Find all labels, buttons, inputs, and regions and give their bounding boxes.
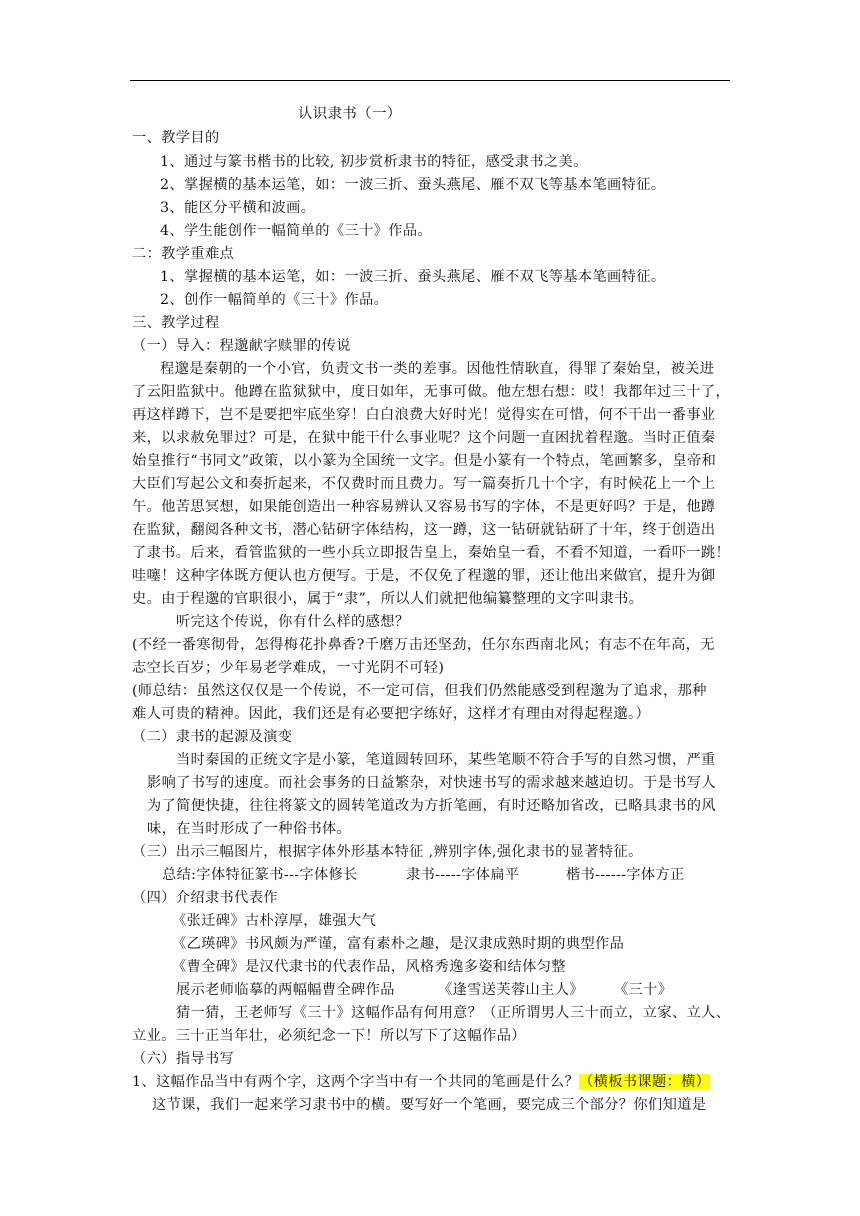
paragraph-line: 这节课，我们一起来学习隶书中的横。要写好一个笔画，要完成三个部分？你们知道是 — [152, 1097, 707, 1113]
summary-clerical: 隶书-----字体扁平 — [406, 867, 520, 883]
section-heading: 二：教学重难点 — [132, 246, 235, 262]
highlighted-note: （横板书课题：横） — [579, 1074, 711, 1090]
paragraph-line: 立业。三十正当年壮，必须纪念一下！所以写下了这幅作品） — [132, 1028, 526, 1044]
paragraph-line: 为了简便快捷，往往将篆文的圆转笔道改为方折笔画，有时还略加省改，已略具隶书的风 — [147, 798, 716, 814]
paragraph-line: 影响了书写的速度。而社会事务的日益繁杂，对快速书写的需求越来越迫切。于是书写人 — [147, 775, 716, 791]
work-title: 《逢雪送芙蓉山主人》 — [438, 982, 584, 998]
summary-seal: 总结:字体特征篆书---字体修长 — [162, 867, 358, 883]
paragraph-line: 再这样蹲下，岂不是要把牢底坐穿！白白浪费大好时光！觉得实在可惜，何不干出一番事业 — [132, 407, 716, 423]
subsection-heading: （四）介绍隶书代表作 — [132, 890, 278, 906]
question-text: 1、这幅作品当中有两个字，这两个字当中有一个共同的笔画是什么？ — [132, 1074, 580, 1090]
section-heading: 三、教学过程 — [132, 315, 220, 331]
paragraph-line: 午。他苦思冥想，如果能创造出一种容易辨认又容易书写的字体，不是更好吗？于是，他蹲 — [132, 499, 716, 515]
paragraph-line: 当时秦国的正统文字是小篆，笔道圆转回环，某些笔顺不符合手写的自然习惯，严重 — [176, 752, 716, 768]
paragraph-line: (师总结：虽然这仅仅是一个传说，不一定可信，但我们仍然能感受到程邈为了追求，那种 — [132, 683, 707, 699]
font-summary-row — [0, 865, 860, 885]
paragraph-line: 猜一猜，王老师写《三十》这幅作品有何用意？（正所谓男人三十而立，立家、立人、 — [176, 1005, 731, 1021]
list-item: 2、创作一幅简单的《三十》作品。 — [160, 292, 389, 308]
paragraph-line: 味，在当时形成了一种俗书体。 — [147, 821, 352, 837]
header-rule — [130, 80, 730, 81]
work-title: 《三十》 — [614, 982, 673, 998]
paragraph-line: (不经一番寒彻骨，怎得梅花扑鼻香?千磨万击还坚劲，任尔东西南北风；有志不在年高，无 — [132, 637, 715, 653]
list-item: 4、学生能创作一幅简单的《三十》作品。 — [160, 223, 433, 239]
list-item: 2、掌握横的基本运笔，如：一波三折、蚕头燕尾、雁不双飞等基本笔画特征。 — [160, 177, 666, 193]
paragraph-line: 史。由于程邈的官职很小，属于“隶”，所以人们就把他编纂整理的文字叫隶书。 — [132, 591, 644, 607]
list-item: 《乙瑛碑》书风颇为严谨，富有素朴之趣，是汉隶成熟时期的典型作品 — [172, 936, 625, 952]
show-works-row — [0, 980, 860, 1000]
subsection-heading: （六）指导书写 — [132, 1051, 235, 1067]
paragraph-line: 了云阳监狱中。他蹲在监狱狱中，度日如年，无事可做。他左想右想：哎！我都年过三十了， — [132, 384, 731, 400]
doc-title: 认识隶书（一） — [298, 106, 402, 122]
list-item: 《张迁碑》古朴淳厚，雄强大气 — [172, 913, 377, 929]
paragraph-line: 在监狱，翻阅各种文书，潜心钻研字体结构，这一蹲，这一钻研就钻研了十年，终于创造出 — [132, 522, 716, 538]
paragraph-line: 大臣们写起公文和奏折起来，不仅费时而且费力。写一篇奏折几十个字，有时候花上一个上 — [132, 476, 716, 492]
list-item: 1、掌握横的基本运笔，如：一波三折、蚕头燕尾、雁不双飞等基本笔画特征。 — [160, 269, 666, 285]
list-item: 1、通过与篆书楷书的比较, 初步赏析隶书的特征，感受隶书之美。 — [160, 154, 588, 170]
paragraph-line: 了隶书。后来，看管监狱的一些小兵立即报告皇上，秦始皇一看，不看不知道，一看吓一跳！ — [132, 545, 731, 561]
paragraph-line: 难人可贵的精神。因此，我们还是有必要把字练好，这样才有理由对得起程邈。） — [132, 706, 651, 722]
show-works-text: 展示老师临摹的两幅幅曹全碑作品 — [176, 982, 395, 998]
paragraph-line: 程邈是秦朝的一个小官，负责文书一类的差事。因他性情耿直，得罪了秦始皇，被关进 — [160, 361, 715, 377]
question-line: 听完这个传说，你有什么样的感想？ — [176, 614, 410, 630]
paragraph-line: 哇噻！这种字体既方便认也方便写。于是，不仅免了程邈的罪，还让他出来做官，提升为御 — [132, 568, 716, 584]
subsection-heading: （一）导入：程邈献字赎罪的传说 — [132, 338, 351, 354]
list-item: 《曹全碑》是汉代隶书的代表作品，风格秀逸多姿和结体匀整 — [172, 959, 566, 975]
paragraph-line: 始皇推行“书同文”政策，以小篆为全国统一文字。但是小篆有一个特点，笔画繁多，皇帝和 — [132, 453, 717, 469]
list-item: 3、能区分平横和波画。 — [160, 200, 316, 216]
paragraph-line: 志空长百岁；少年易老学难成，一寸光阴不可轻) — [132, 660, 445, 676]
question-line — [132, 1072, 710, 1092]
paragraph-line: 来，以求赦免罪过？可是，在狱中能干什么事业呢？这个问题一直困扰着程邈。当时正值秦 — [132, 430, 716, 446]
summary-regular: 楷书------字体方正 — [566, 867, 685, 883]
subsection-heading: （二）隶书的起源及演变 — [132, 729, 293, 745]
subsection-heading: （三）出示三幅图片，根据字体外形基本特征 ,辨别字体,强化隶书的显著特征。 — [132, 844, 643, 860]
section-heading: 一、教学目的 — [132, 130, 220, 146]
